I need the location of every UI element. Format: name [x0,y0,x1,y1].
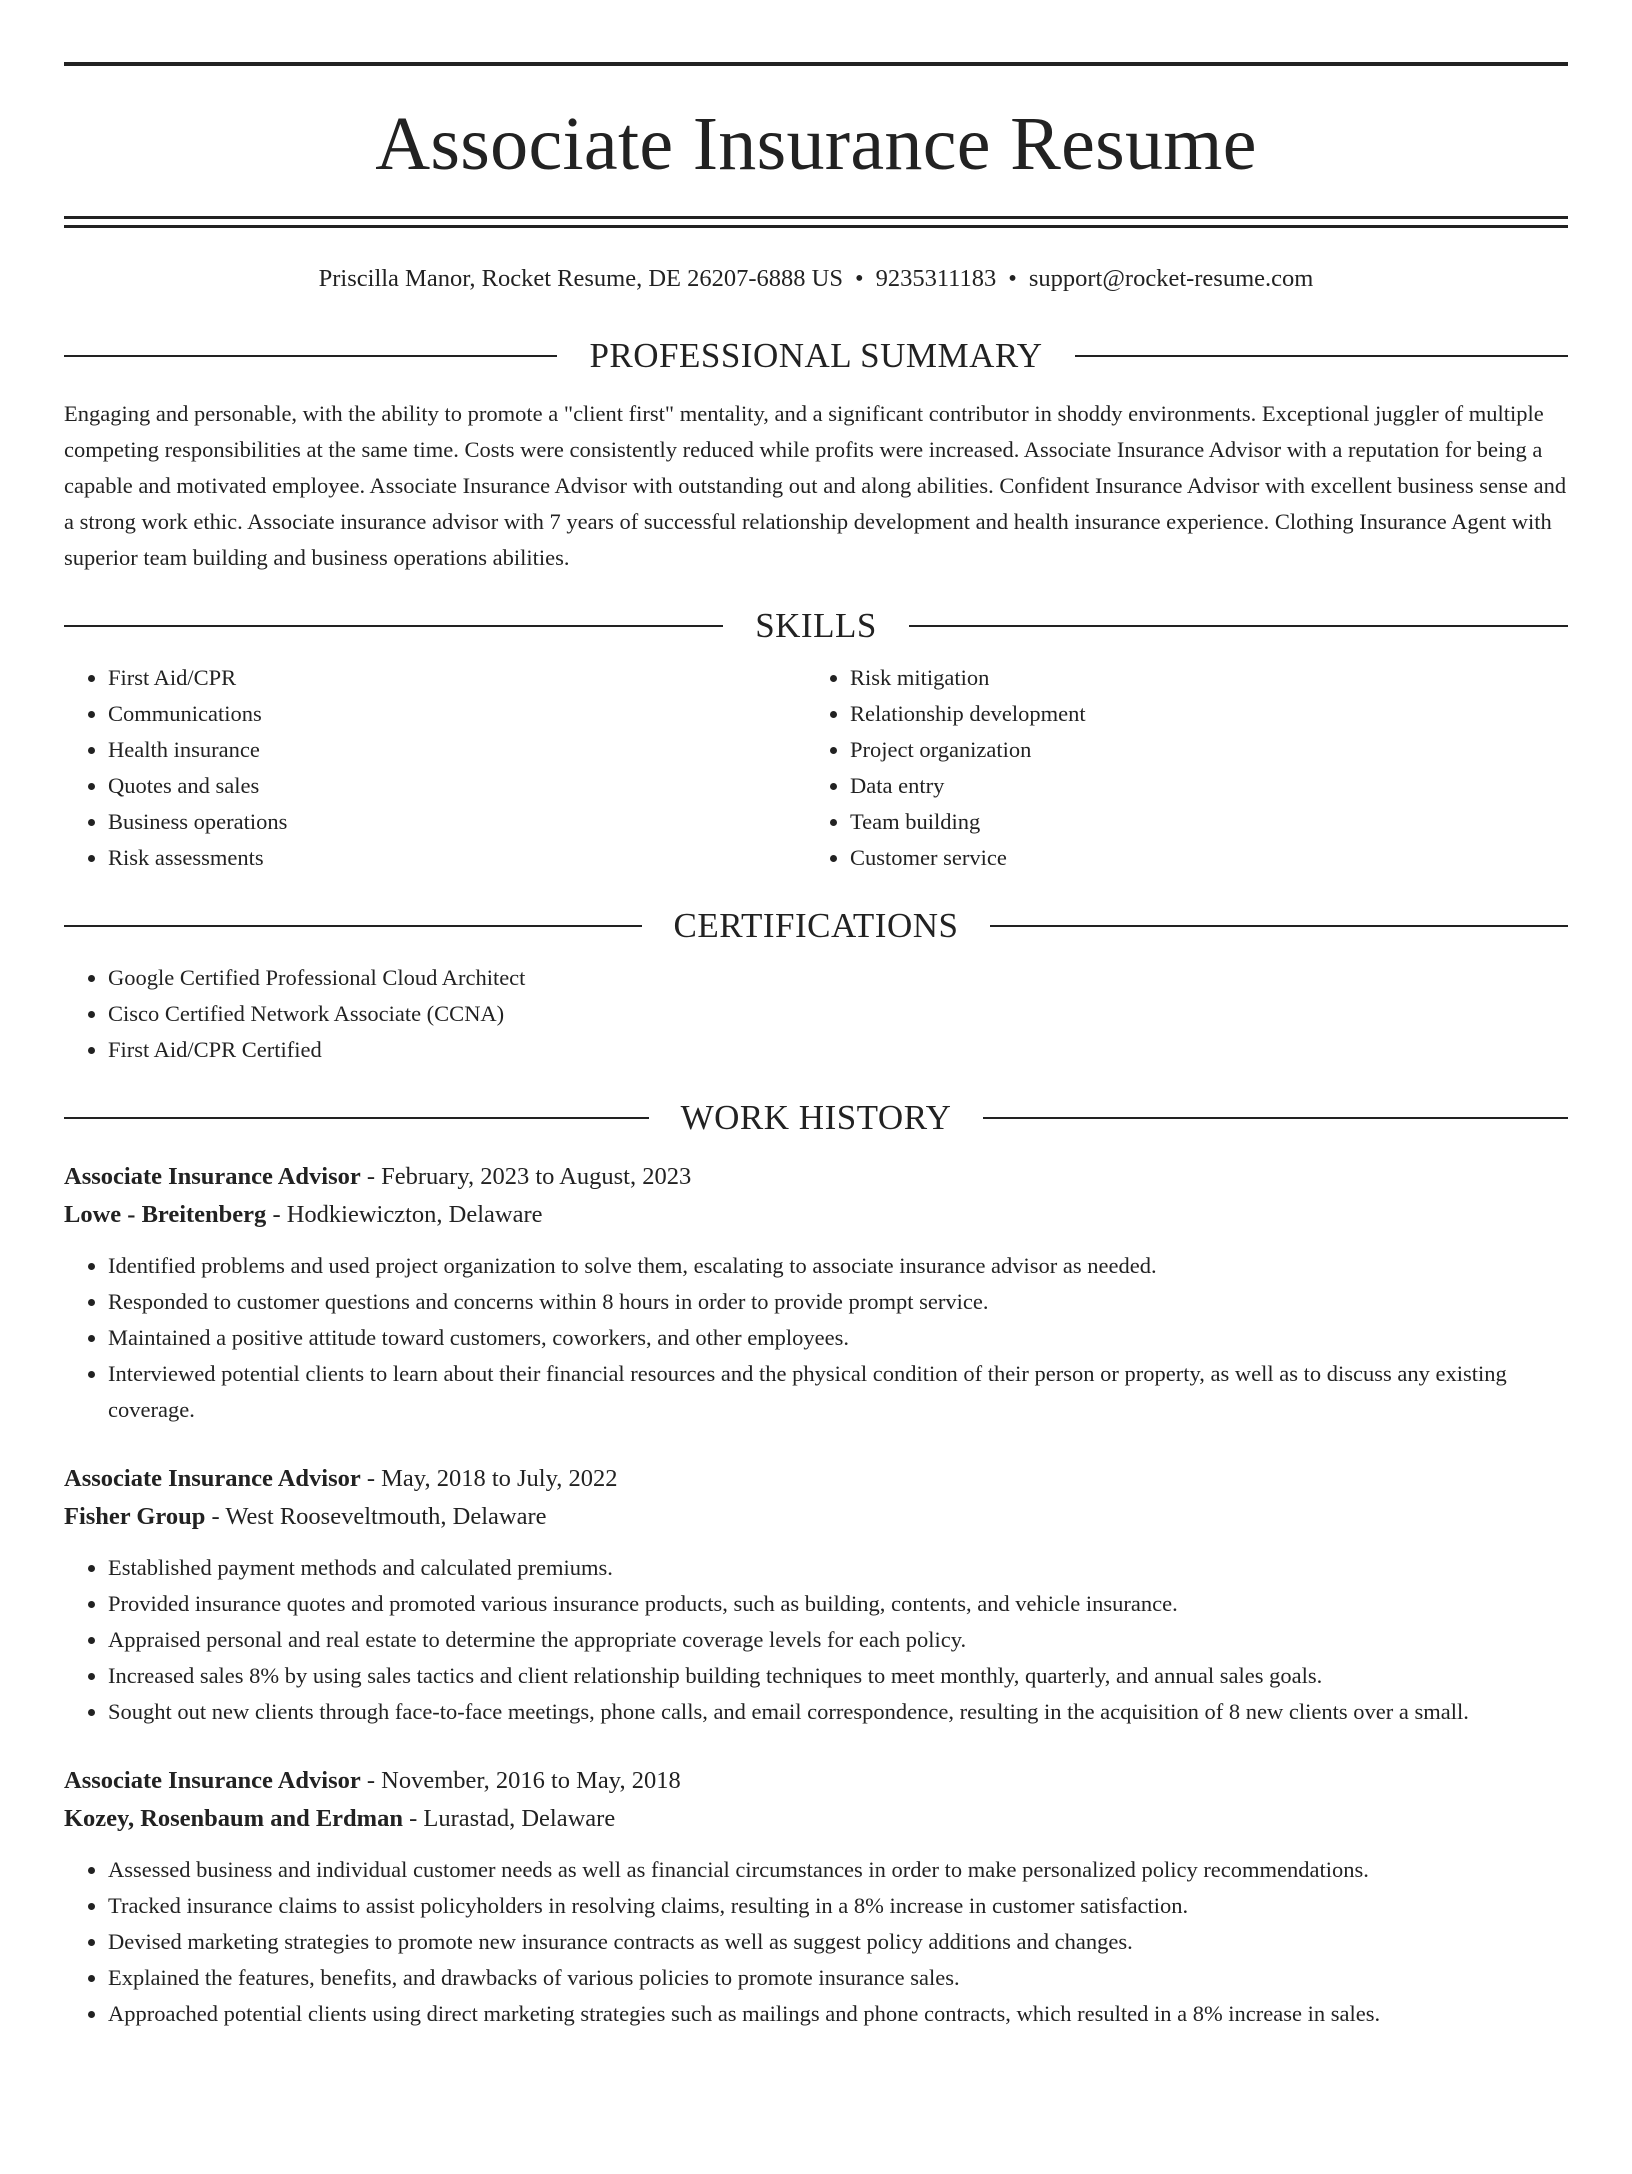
job-company: Lowe - Breitenberg [64,1201,267,1228]
job-duty-item: • Explained the features, benefits, and drawbacks of various policies to promote insurance sales. [108,1960,1568,1996]
job-title: Associate Insurance Advisor [64,1767,361,1794]
divider [909,625,1568,627]
skill-item: • Data entry [850,768,1548,804]
contact-email: support@rocket-resume.com [1028,265,1314,292]
job-title-line [64,1460,1568,1498]
title-double-rule [64,216,1568,228]
contact-separator: • [1008,265,1017,292]
skill-item: • Communications [108,696,806,732]
job-duty-item: • Tracked insurance claims to assist policyholders in resolving claims, resulting in a 8% increase in customer satisfaction. [108,1888,1568,1924]
job-dates: - May, 2018 to July, 2022 [360,1465,618,1492]
section-title: WORK HISTORY [680,1098,952,1137]
job-duty-item: • Interviewed potential clients to learn about their financial resources and the physical condition of their person or property, as well as to discuss any existing coverage. [108,1356,1568,1428]
job-duties-list [64,1248,1568,1428]
job-duties-list [64,1550,1568,1730]
job-location: - Hodkiewiczton, Delaware [266,1201,543,1228]
job-company-line [64,1196,1568,1234]
certification-item: • Google Certified Professional Cloud Architect [108,960,1568,996]
divider [64,355,557,357]
skill-item: • Project organization [850,732,1548,768]
divider [64,925,642,927]
page-title: Associate Insurance Resume [375,102,1257,186]
section-heading-skills [64,604,1568,648]
job-company: Kozey, Rosenbaum and Erdman [64,1805,403,1832]
contact-separator: • [855,265,864,292]
job-title-line [64,1158,1568,1196]
skills-list-right [806,660,1548,876]
skills-column-left [64,660,806,876]
skill-item: • Health insurance [108,732,806,768]
job-location: - Lurastad, Delaware [402,1805,616,1832]
section-heading-summary [64,334,1568,378]
section-title: CERTIFICATIONS [673,906,959,945]
job-duty-item: • Responded to customer questions and concerns within 8 hours in order to provide prompt service. [108,1284,1568,1320]
job-dates: - February, 2023 to August, 2023 [360,1163,692,1190]
job-entry [64,1460,1568,1730]
work-history [64,1158,1568,2032]
section-title: SKILLS [755,606,877,645]
job-dates: - November, 2016 to May, 2018 [360,1767,681,1794]
certification-item: • Cisco Certified Network Associate (CCNA) [108,996,1568,1032]
divider [1075,355,1568,357]
skills-column-right [806,660,1548,876]
job-duty-item: • Maintained a positive attitude toward customers, coworkers, and other employees. [108,1320,1568,1356]
certification-item: • First Aid/CPR Certified [108,1032,1568,1068]
job-company-line [64,1800,1568,1838]
job-company-line [64,1498,1568,1536]
job-duties-list [64,1852,1568,2032]
contact-address: Priscilla Manor, Rocket Resume, DE 26207-6888 US [318,265,843,292]
skill-item: • First Aid/CPR [108,660,806,696]
job-company: Fisher Group [64,1503,206,1530]
job-duty-item: • Approached potential clients using direct marketing strategies such as mailings and phone contracts, which resulted in a 8% increase in sales. [108,1996,1568,2032]
skills-list-left [64,660,806,876]
certifications-list [64,960,1568,1068]
job-duty-item: • Sought out new clients through face-to-face meetings, phone calls, and email correspondence, resulting in the acquisition of 8 new clients over a small. [108,1694,1568,1730]
job-entry [64,1762,1568,2032]
skills-grid [64,660,1568,876]
divider [64,1117,649,1119]
job-entry [64,1158,1568,1428]
divider [990,925,1568,927]
contact-line [64,264,1568,294]
section-heading-work [64,1096,1568,1140]
job-duty-item: • Identified problems and used project organization to solve them, escalating to associate insurance advisor as needed. [108,1248,1568,1284]
contact-phone: 9235311183 [875,265,997,292]
divider [64,625,723,627]
job-location: - West Rooseveltmouth, Delaware [205,1503,547,1530]
job-title-line [64,1762,1568,1800]
job-title: Associate Insurance Advisor [64,1465,361,1492]
section-heading-certifications [64,904,1568,948]
job-duty-item: • Assessed business and individual customer needs as well as financial circumstances in order to make personalized policy recommendations. [108,1852,1568,1888]
job-duty-item: • Devised marketing strategies to promote new insurance contracts as well as suggest policy additions and changes. [108,1924,1568,1960]
top-rule [64,62,1568,66]
certifications-block [64,960,1568,1068]
job-duty-item: • Established payment methods and calculated premiums. [108,1550,1568,1586]
skill-item: • Customer service [850,840,1548,876]
job-duty-item: • Provided insurance quotes and promoted various insurance products, such as building, contents, and vehicle insurance. [108,1586,1568,1622]
skill-item: • Risk mitigation [850,660,1548,696]
summary-text: Engaging and personable, with the ability to promote a "client first" mentality, and a significant contributor in shoddy environments. Exceptional juggler of multiple competing responsibilities at the same time. Costs were consistently reduced while profits were increased. Associate Insurance Advisor with a reputation for being a capable and motivated employee. Associate Insurance Advisor with outstanding out and along abilities. Confident Insurance Advisor with excellent business sense and a strong work ethic. Associate insurance advisor with 7 years of successful relationship development and health insurance experience. Clothing Insurance Agent with superior team building and business operations abilities. [64,401,1567,570]
skill-item: • Quotes and sales [108,768,806,804]
divider [983,1117,1568,1119]
skill-item: • Risk assessments [108,840,806,876]
job-duty-item: • Appraised personal and real estate to determine the appropriate coverage levels for each policy. [108,1622,1568,1658]
resume-page [0,62,1632,2174]
section-title: PROFESSIONAL SUMMARY [589,336,1043,375]
skill-item: • Team building [850,804,1548,840]
skill-item: • Business operations [108,804,806,840]
skill-item: • Relationship development [850,696,1548,732]
job-title: Associate Insurance Advisor [64,1163,361,1190]
job-duty-item: • Increased sales 8% by using sales tactics and client relationship building techniques to meet monthly, quarterly, and annual sales goals. [108,1658,1568,1694]
